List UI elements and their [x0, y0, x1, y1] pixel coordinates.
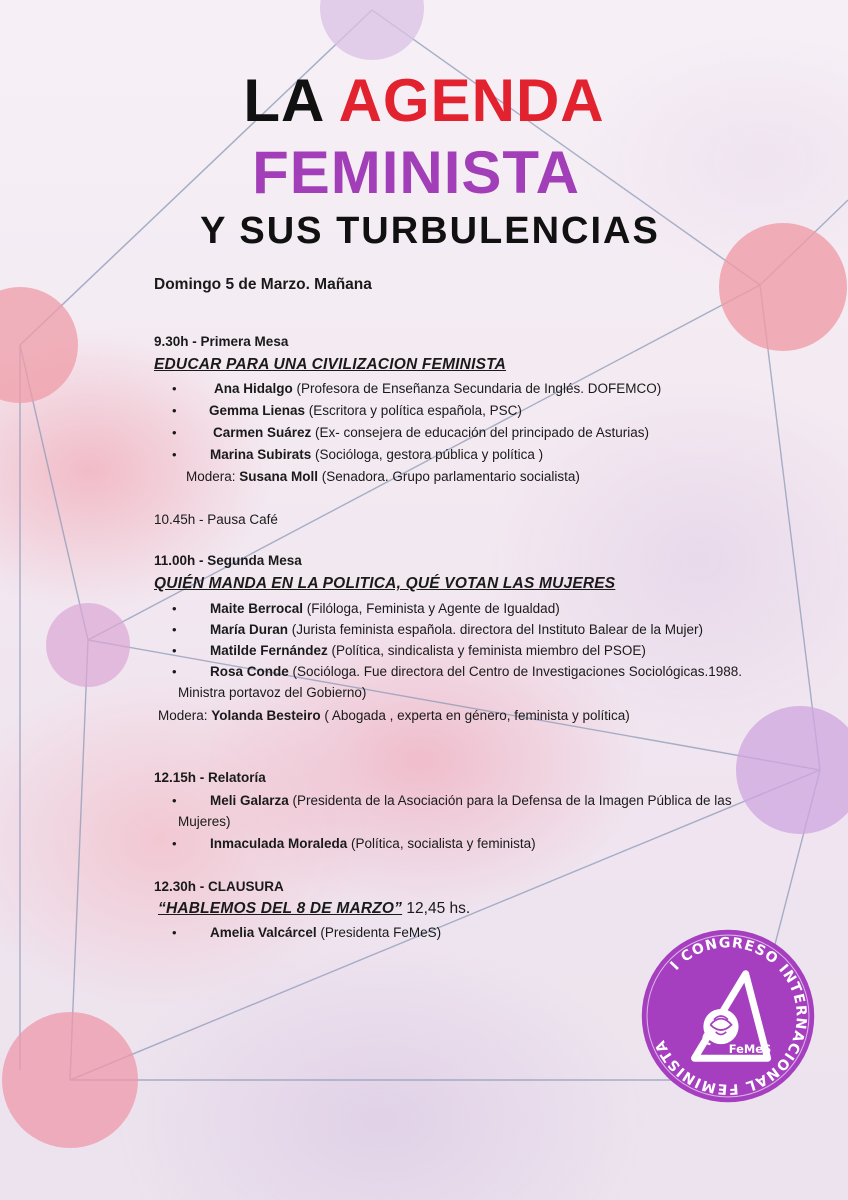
speaker-name: Matilde Fernández	[210, 643, 328, 658]
session2-header	[154, 553, 302, 568]
speaker-desc: (Ex- consejera de educación del principado de Asturias)	[311, 425, 649, 440]
rose-icon	[703, 1009, 738, 1044]
session2-moderator	[158, 708, 630, 723]
speaker-desc: (Presidenta FeMeS)	[316, 925, 442, 940]
speaker-item	[209, 403, 522, 418]
speaker-name: Amelia Valcárcel	[210, 925, 317, 940]
speaker-desc: (Filóloga, Feminista y Agente de Igualdad)	[303, 601, 560, 616]
speaker-name: Carmen Suárez	[213, 425, 312, 440]
bullet: •	[172, 664, 177, 679]
bullet: •	[172, 622, 177, 637]
moderator-desc: (Senadora. Grupo parlamentario socialista)	[318, 469, 580, 484]
session3-time: 12.15h	[154, 770, 197, 785]
bullet: •	[172, 925, 177, 940]
session4-label: - CLAUSURA	[196, 879, 284, 894]
break-time: 10.45h	[154, 512, 196, 527]
speaker-desc: (Socióloga, gestora pública y política )	[311, 447, 544, 462]
speaker-item	[210, 643, 646, 658]
speaker-desc: (Escritora y política española, PSC)	[305, 403, 522, 418]
speaker-desc: (Presidenta de la Asociación para la Defensa de la Imagen Pública de las	[288, 793, 732, 808]
event-date: Domingo 5 de Marzo. Mañana	[154, 276, 372, 293]
session4-title-time: 12,45 hs.	[402, 900, 471, 917]
break-label: - Pausa Café	[195, 512, 278, 527]
speaker-name: Meli Galarza	[210, 793, 289, 808]
bullet: •	[172, 601, 177, 616]
speaker-name: Rosa Conde	[210, 664, 289, 679]
session1-moderator	[186, 469, 580, 484]
session4-header	[154, 879, 284, 894]
session3-header	[154, 770, 266, 785]
speaker-desc: (Jurista feminista española. directora del Instituto Balear de la Mujer)	[288, 622, 703, 637]
session4-time: 12.30h	[154, 879, 197, 894]
speaker-name: Marina Subirats	[210, 447, 312, 462]
session4-title-row	[158, 900, 470, 918]
speaker-item	[210, 793, 732, 808]
title-line-1	[0, 66, 848, 136]
title-line-2: FEMINISTA	[252, 139, 580, 206]
speaker-item	[210, 622, 703, 637]
speaker-name: Ana Hidalgo	[214, 381, 293, 396]
speaker-name: Maite Berrocal	[210, 601, 304, 616]
speaker-desc-continued: Mujeres)	[178, 814, 231, 829]
speaker-name: Inmaculada Moraleda	[210, 836, 348, 851]
bullet: •	[172, 447, 177, 462]
speaker-desc: (Profesora de Enseñanza Secundaria de Inglés. DOFEMCO)	[292, 381, 662, 396]
speaker-item	[213, 425, 649, 440]
session2-label: - Segunda Mesa	[195, 553, 302, 568]
moderator-label: Modera:	[158, 708, 212, 723]
session1-header	[154, 334, 288, 349]
session1-label: - Primera Mesa	[188, 334, 289, 349]
speaker-desc-continued: Ministra portavoz del Gobierno)	[178, 685, 367, 700]
speaker-item	[210, 601, 560, 616]
session3-label: - Relatoría	[196, 770, 266, 785]
speaker-item	[210, 447, 543, 462]
bullet: •	[172, 643, 177, 658]
speaker-item	[210, 925, 441, 940]
speaker-item	[210, 664, 742, 679]
bullet: •	[172, 793, 177, 808]
moderator-label: Modera:	[186, 469, 240, 484]
speaker-desc: (Política, sindicalista y feminista miembro del PSOE)	[327, 643, 646, 658]
bullet: •	[172, 836, 177, 851]
session1-time: 9.30h	[154, 334, 189, 349]
session1-title: EDUCAR PARA UNA CIVILIZACION FEMINISTA	[154, 356, 507, 373]
title-line-3: Y SUS TURBULENCIAS	[200, 210, 660, 252]
congress-badge	[640, 928, 816, 1104]
speaker-desc: (Política, socialista y feminista)	[347, 836, 536, 851]
bullet: •	[172, 425, 177, 440]
break-slot	[154, 512, 278, 527]
session2-title: QUIÉN MANDA EN LA POLITICA, QUÉ VOTAN LAS MUJERES	[154, 575, 616, 592]
speaker-name: María Duran	[210, 622, 289, 637]
title-word-la: LA	[243, 67, 324, 134]
badge-logo-text: FeMeS	[728, 1041, 772, 1056]
badge-ring-text: I CONGRESO INTERNACIONAL FEMINISTA	[652, 935, 809, 1097]
bullet: •	[172, 403, 177, 418]
speaker-item	[210, 836, 536, 851]
bullet: •	[172, 381, 177, 396]
speaker-desc: (Socióloga. Fue directora del Centro de Investigaciones Sociológicas.1988.	[288, 664, 743, 679]
speaker-name: Gemma Lienas	[209, 403, 306, 418]
moderator-name: Yolanda Besteiro	[211, 708, 321, 723]
session4-title: “HABLEMOS DEL 8 DE MARZO”	[158, 900, 403, 917]
moderator-desc: ( Abogada , experta en género, feminista y política)	[320, 708, 630, 723]
moderator-name: Susana Moll	[239, 469, 319, 484]
speaker-item	[214, 381, 661, 396]
session2-time: 11.00h	[154, 553, 196, 568]
title-word-agenda: AGENDA	[338, 67, 605, 134]
